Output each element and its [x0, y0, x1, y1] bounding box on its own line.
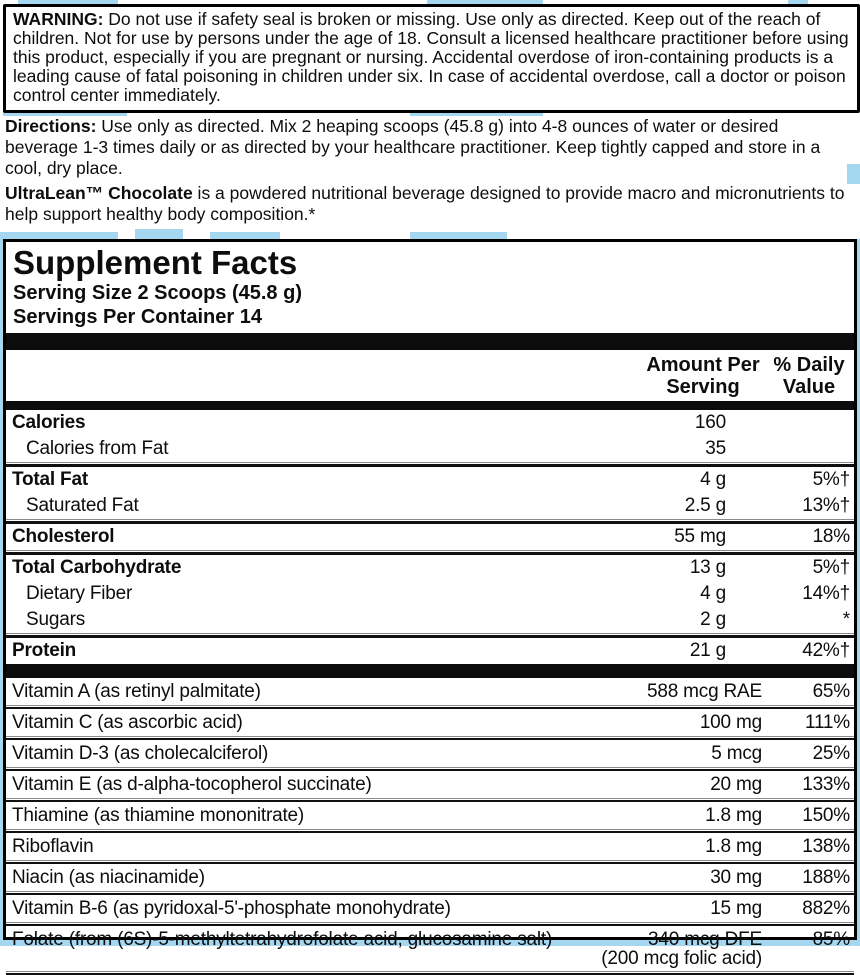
- servings-per-container: Servings Per Container 14: [13, 306, 262, 328]
- row-total-fat: Total Fat 4 g 5%†: [12, 469, 850, 490]
- directions-paragraph: [5, 116, 855, 179]
- row-protein: Protein 21 g 42%†: [12, 640, 850, 661]
- row-calories: Calories 160: [12, 412, 726, 433]
- column-header-amount: Amount Per Serving: [646, 354, 760, 398]
- divider: [6, 971, 854, 975]
- row-vitamin-d3: Vitamin D-3 (as cholecalciferol) 5 mcg 25%: [12, 742, 850, 764]
- directions-text: Use only as directed. Mix 2 heaping scoops (45.8 g) into 4-8 ounces of water or desired beverage 1-3 times daily or as directed by your healthcare practitioner. Keep tightly capped and store in a cool, dry place.: [5, 116, 821, 178]
- warning-text: Do not use if safety seal is broken or missing. Use only as directed. Keep out of the reach of children. Not for use by persons under the age of 18. Consult a licensed healthcare practitioner before using this product, especially if you are pregnant or nursing. Accidental overdose of iron-containing products is a leading cause of fatal poisoning in children under six. In case of accidental overdose, call a doctor or poison control center immediately.: [13, 9, 849, 105]
- column-header-daily-value: % Daily Value: [773, 354, 845, 398]
- supplement-facts-panel: [3, 239, 857, 969]
- row-vitamin-c: Vitamin C (as ascorbic acid) 100 mg 111%: [12, 711, 850, 733]
- row-sugars: Sugars 2 g *: [26, 609, 850, 630]
- table-header: [6, 350, 854, 410]
- row-vitamin-a: Vitamin A (as retinyl palmitate) 588 mcg RAE 65%: [12, 680, 850, 702]
- directions-label: Directions:: [5, 116, 97, 136]
- row-vitamin-e: Vitamin E (as d-alpha-tocopherol succinate) 20 mg 133%: [12, 773, 850, 795]
- row-niacin: Niacin (as niacinamide) 30 mg 188%: [12, 866, 850, 888]
- product-name: UltraLean™ Chocolate: [5, 183, 193, 203]
- row-dietary-fiber: Dietary Fiber 4 g 14%†: [26, 583, 850, 604]
- row-riboflavin: Riboflavin 1.8 mg 138%: [12, 835, 850, 857]
- thick-bar: [6, 333, 854, 350]
- warning-box: [3, 4, 860, 113]
- product-description: [5, 183, 855, 225]
- panel-title: Supplement Facts: [13, 244, 298, 281]
- row-vitamin-b6: Vitamin B-6 (as pyridoxal-5'-phosphate monohydrate) 15 mg 882%: [12, 897, 850, 919]
- row-saturated-fat: Saturated Fat 2.5 g 13%†: [26, 495, 850, 516]
- row-folate: Folate (from (6S)-5-methyltetrahydrofolate acid, glucosamine salt) 340 mcg DFE (200 mcg folic acid) 85%: [12, 929, 850, 969]
- supplement-facts-wrap: [0, 239, 860, 969]
- row-cholesterol: Cholesterol 55 mg 18%: [12, 526, 850, 547]
- serving-size: Serving Size 2 Scoops (45.8 g): [13, 282, 302, 304]
- thick-bar: [6, 664, 854, 678]
- row-total-carbohydrate: Total Carbohydrate 13 g 5%†: [12, 557, 850, 578]
- row-thiamine: Thiamine (as thiamine mononitrate) 1.8 mg 150%: [12, 804, 850, 826]
- row-calories-from-fat: Calories from Fat 35: [26, 438, 726, 459]
- background-accent: [410, 232, 507, 239]
- description-text: is a powdered nutritional beverage designed to provide macro and micronutrients to help support healthy body composition.*: [5, 183, 845, 224]
- folate-secondary-amount: (200 mcg folic acid): [601, 948, 762, 969]
- warning-label: WARNING:: [13, 9, 104, 29]
